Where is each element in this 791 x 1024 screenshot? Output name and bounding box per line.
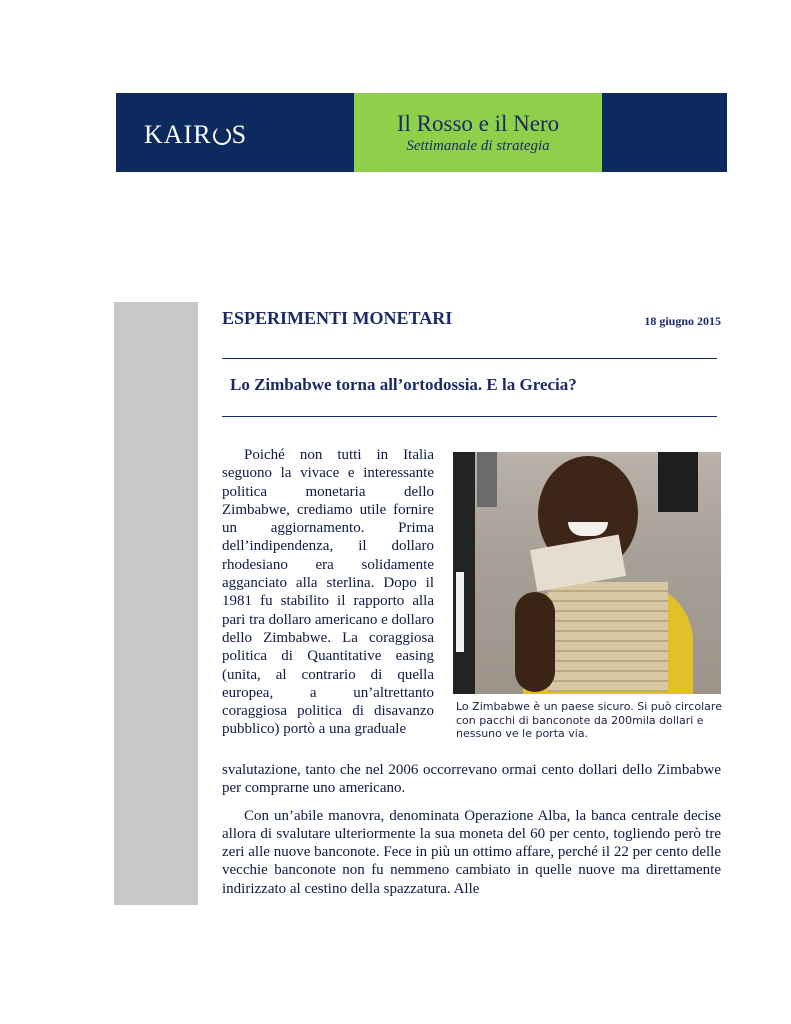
publication-title: Il Rosso e il Nero [396, 111, 560, 136]
photo-caption: Lo Zimbabwe è un paese sicuro. Si può circolare con pacchi di banconote da 200mila dollari e nessuno ve le porta via. [456, 700, 722, 740]
gray-sidebar [114, 302, 198, 905]
paragraph-2: Con un’abile manovra, denominata Operazione Alba, la banca centrale decise allora di svalutare ulteriormente la sua moneta del 60 per cento, togliendo però tre zeri alle nuove banconote. Fece in più un ottimo affare, perché il 22 per cento delle vecchie banconote non fu nemmeno cambiato in quelle nuove ma direttamente indirizzato al cestino della spazzatura. Alle [222, 807, 721, 897]
article-headline: Lo Zimbabwe torna all’ortodossia. E la Grecia? [230, 375, 577, 394]
publication-subtitle: Settimanale di strategia [406, 138, 550, 154]
publication-box [354, 93, 602, 172]
section-title: ESPERIMENTI MONETARI [222, 308, 453, 328]
logo-text-right: S [231, 120, 248, 149]
logo-text-left: KAIR [144, 120, 212, 149]
top-divider [222, 358, 717, 359]
column-text [222, 446, 434, 739]
paragraph-1-continuation: svalutazione, tanto che nel 2006 occorrevano ormai cento dollari dello Zimbabwe per comprarne uno americano. [222, 762, 721, 797]
full-width-text [222, 761, 721, 898]
paragraph-1: Poiché non tutti in Italia seguono la vivace e interessante politica monetaria dello Zimbabwe, crediamo utile fornire un aggiornamento. Prima dell’indipendenza, il dollaro rhodesiano era solidamente agganciato alla sterlina. Dopo il 1981 fu stabilito il rapporto alla pari tra dollaro americano e dollaro dello Zimbabwe. La coraggiosa politica di Quantitative easing (unita, al contrario di quella europea, a un’altrettanto coraggiosa politica di disavanzo pubblico) portò a una graduale [222, 447, 434, 738]
masthead [116, 93, 727, 172]
kairos-logo [144, 120, 247, 150]
bottom-divider [222, 416, 717, 417]
article-photo [453, 452, 721, 694]
article-date: 18 giugno 2015 [644, 314, 721, 328]
logo-o-icon [213, 127, 231, 145]
